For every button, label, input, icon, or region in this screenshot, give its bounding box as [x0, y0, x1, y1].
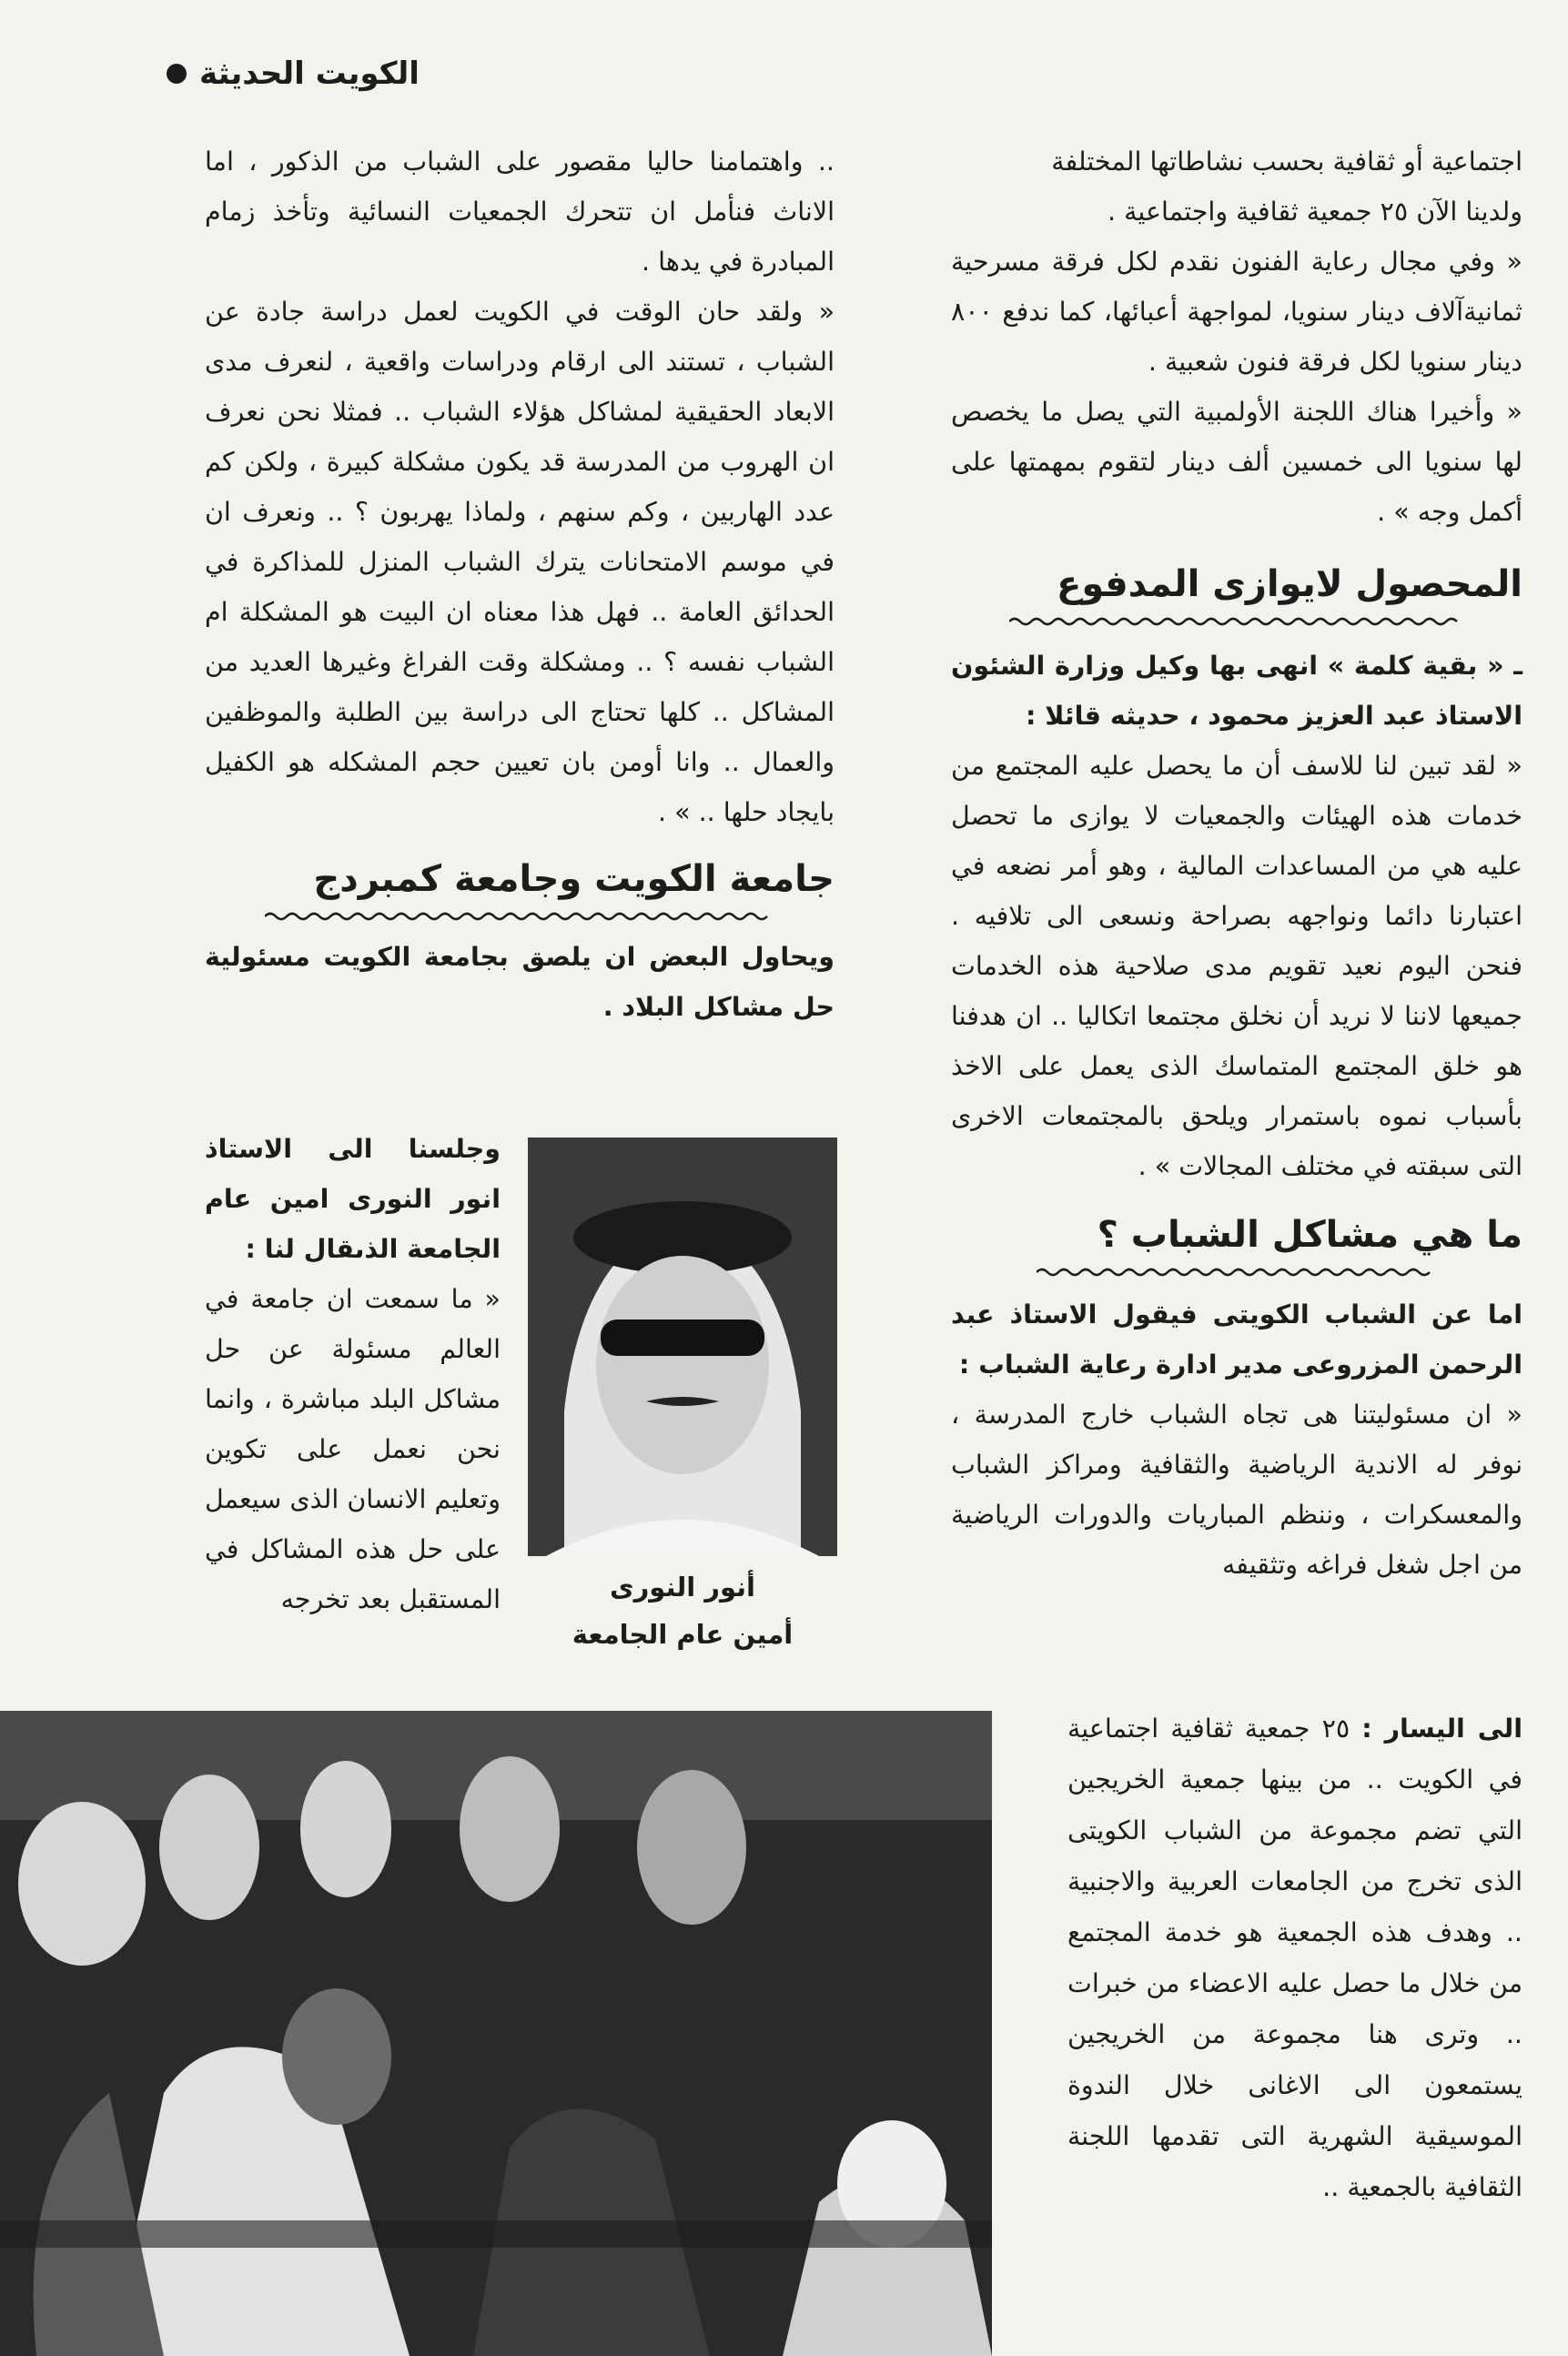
heading-text: المحصول لايوازى المدفوع	[1057, 563, 1522, 605]
portrait-title: أمين عام الجامعة	[572, 1619, 794, 1650]
section3-lead: ويحاول البعض ان يلصق بجامعة الكويت مسئولية حل مشاكل البلاد .	[205, 942, 835, 1022]
group-photo	[0, 1711, 992, 2356]
portrait-photo	[528, 1138, 837, 1556]
heading-text: جامعة الكويت وجامعة كمبردج	[313, 858, 835, 900]
bullet-icon	[167, 64, 187, 84]
section2-body: « ان مسئوليتنا هى تجاه الشباب خارج المدرسة ، نوفر له الاندية الرياضية والثقافية ومراكز الشباب والمعسكرات ، وننظم المباريات والدورات الرياضية من اجل شغل فراغه وتثقيفه	[951, 1400, 1522, 1580]
heading-text: ما هي مشاكل الشباب ؟	[1097, 1214, 1522, 1256]
wavy-underline	[265, 910, 774, 923]
arts-paragraph: « وفي مجال رعاية الفنون نقدم لكل فرقة مسرحية ثمانيةآلاف دينار سنويا، لمواجهة أعبائها، كما ندفع ٨٠٠ دينار سنويا لكل فرقة فنون شعبية .	[951, 247, 1522, 377]
bottom-caption-lead: الى اليسار :	[1361, 1714, 1522, 1744]
wavy-underline	[1037, 1266, 1437, 1279]
running-head	[167, 53, 440, 95]
section1-body: « لقد تبين لنا للاسف أن ما يحصل عليه المجتمع من خدمات هذه الهيئات والجمعيات لا يوازى ما تحصل عليه هي من المساعدات المالية ، وهو أمر نضعه في اعتبارنا دائما ونواجهه بصراحة ونسعى الى تلافيه . فنحن اليوم نعيد تقويم مدى صلاحية هذه الخدمات جميعها لاننا لا نريد أن نخلق مجتمعا اتكاليا .. ان هدفنا هو خلق المجتمع المتماسك الذى يعمل على الاخذ بأسباب نموه باستمرار ويلحق بالمجتمعات الاخرى التى سبقته في مختلف المجالات » .	[951, 751, 1522, 1181]
interview-column	[205, 1124, 501, 1624]
interview-body: « ما سمعت ان جامعة في العالم مسئولة عن حل مشاكل البلد مباشرة ، وانما نحن نعمل على تكوين وتعليم الانسان الذى سيعمل على حل هذه المشاكل في المستقبل بعد تخرجه	[205, 1284, 501, 1614]
portrait-name: أنور النورى	[610, 1572, 755, 1603]
bottom-caption-text	[1067, 1704, 1522, 2213]
portrait-caption	[528, 1563, 837, 1658]
left-column-text	[205, 137, 835, 1032]
bottom-caption	[1067, 1704, 1522, 2213]
group-image	[0, 1711, 992, 2356]
wavy-underline	[1009, 615, 1464, 628]
left-para-2: « ولقد حان الوقت في الكويت لعمل دراسة جادة عن الشباب ، تستند الى ارقام ودراسات واقعية ، لنعرف مدى الابعاد الحقيقية لمشاكل هؤلاء الشباب .. فمثلا نحن نعرف ان الهروب من المدرسة قد يكون مشكلة كبيرة ، ولكن كم عدد الهاربين ، وكم سنهم ، ولماذا يهربون ؟ .. ونعرف ان في موسم الامتحانات يترك الشباب المنزل للمذاكرة في الحدائق العامة .. فهل هذا معناه ان البيت هو المشكلة ام الشباب نفسه ؟ .. ومشكلة وقت الفراغ وغيرها العديد من المشاكل .. كلها تحتاج الى دراسة بين الطلبة والموظفين والعمال .. وانا أومن بان تعيين حجم المشكله هو الكفيل بايجاد حلها .. » .	[205, 297, 835, 827]
section1-lead: ـ « بقية كلمة » انهى بها وكيل وزارة الشئون الاستاذ عبد العزيز محمود ، حديثه قائلا :	[951, 651, 1522, 731]
olympic-paragraph: « وأخيرا هناك اللجنة الأولمبية التي يصل ما يخصص لها سنويا الى خمسين ألف دينار لتقوم بمهمتها على أكمل وجه » .	[951, 397, 1522, 527]
bottom-caption-body: ٢٥ جمعية ثقافية اجتماعية في الكويت .. من بينها جمعية الخريجين التي تضم مجموعة من الشباب الكويتى الذى تخرج من الجامعات العربية والاجنبية .. وهدف هذه الجمعية هو خدمة المجتمع من خلال ما حصل عليه الاعضاء من خبرات .. وترى هنا مجموعة من الخريجين يستمعون الى الاغانى خلال الندوة الموسيقية الشهرية التى تقدمها اللجنة الثقافية بالجمعية ..	[1067, 1714, 1522, 2202]
left-para-1: .. واهتمامنا حاليا مقصور على الشباب من الذكور ، اما الاناث فنأمل ان تتحرك الجمعيات النسائية وتأخذ زمام المبادرة في يدها .	[205, 147, 835, 277]
portrait-image	[528, 1138, 837, 1556]
section-heading-paid	[951, 557, 1522, 628]
section-heading-university	[205, 852, 835, 923]
right-column	[951, 137, 1522, 1590]
section-heading-youth	[951, 1208, 1522, 1279]
intro-line-1: اجتماعية أو ثقافية بحسب نشاطاتها المختلفة	[1051, 147, 1522, 177]
running-title: الكويت الحديثة	[199, 56, 420, 92]
intro-line-2: ولدينا الآن ٢٥ جمعية ثقافية واجتماعية .	[1108, 197, 1522, 227]
section2-lead: اما عن الشباب الكويتى فيقول الاستاذ عبد الرحمن المزروعى مدير ادارة رعاية الشباب :	[951, 1299, 1522, 1380]
interview-lead: وجلسنا الى الاستاذ انور النورى امين عام الجامعة الذىقال لنا :	[205, 1134, 501, 1264]
